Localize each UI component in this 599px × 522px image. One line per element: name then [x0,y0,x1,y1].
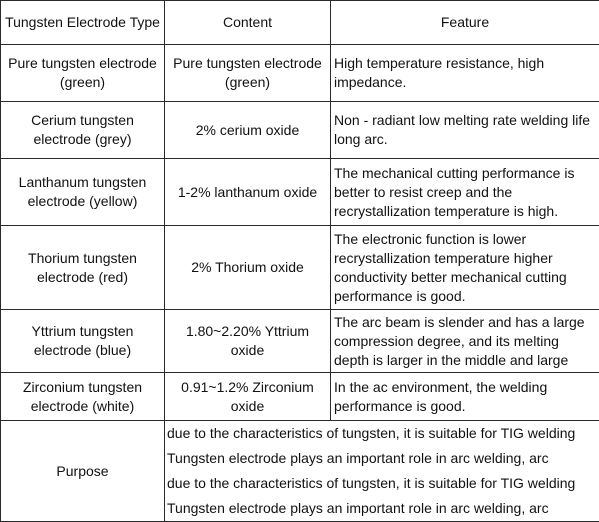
purpose-text [165,421,599,522]
feature-cell: The electronic function is lower recrystallization temperature higher conductivity better mechanical cutting performance is good. [331,226,599,310]
type-cell: Yttrium tungsten electrode (blue) [1,310,165,373]
purpose-line: Tungsten electrode plays an important role in arc welding, arc [167,496,599,521]
header-row [1,1,599,45]
table-row [1,159,599,226]
feature-cell [331,310,599,373]
type-cell: Pure tungsten electrode (green) [1,45,165,102]
header-content: Content [165,1,331,45]
table-row [1,226,599,310]
content-cell: 2% Thorium oxide [165,226,331,310]
feature-cell: Non - radiant low melting rate welding life long arc. [331,102,599,159]
feature-text: The arc beam is slender and has a large compression degree, and its melting depth is larger in the middle and large [334,313,596,370]
type-cell: Thorium tungsten electrode (red) [1,226,165,310]
content-cell: 1-2% lanthanum oxide [165,159,331,226]
table-row [1,45,599,102]
header-feature: Feature [331,1,599,45]
purpose-line: Tungsten electrode plays an important role in arc welding, arc [167,446,599,471]
feature-cell: High temperature resistance, high impedance. [331,45,599,102]
table-row [1,102,599,159]
purpose-line: due to the characteristics of tungsten, it is suitable for TIG welding [167,421,599,446]
header-type: Tungsten Electrode Type [1,1,165,45]
content-cell: 1.80~2.20% Yttrium oxide [165,310,331,373]
feature-cell: The mechanical cutting performance is better to resist creep and the recrystallization temperature is high. [331,159,599,226]
table-row [1,373,599,421]
table-row [1,310,599,373]
type-cell: Lanthanum tungsten electrode (yellow) [1,159,165,226]
content-cell: 0.91~1.2% Zirconium oxide [165,373,331,421]
purpose-label: Purpose [1,421,165,522]
content-cell: 2% cerium oxide [165,102,331,159]
content-cell: Pure tungsten electrode (green) [165,45,331,102]
type-cell: Zirconium tungsten electrode (white) [1,373,165,421]
purpose-row [1,421,599,522]
feature-cell: In the ac environment, the welding performance is good. [331,373,599,421]
type-cell: Cerium tungsten electrode (grey) [1,102,165,159]
purpose-line: due to the characteristics of tungsten, it is suitable for TIG welding [167,471,599,496]
